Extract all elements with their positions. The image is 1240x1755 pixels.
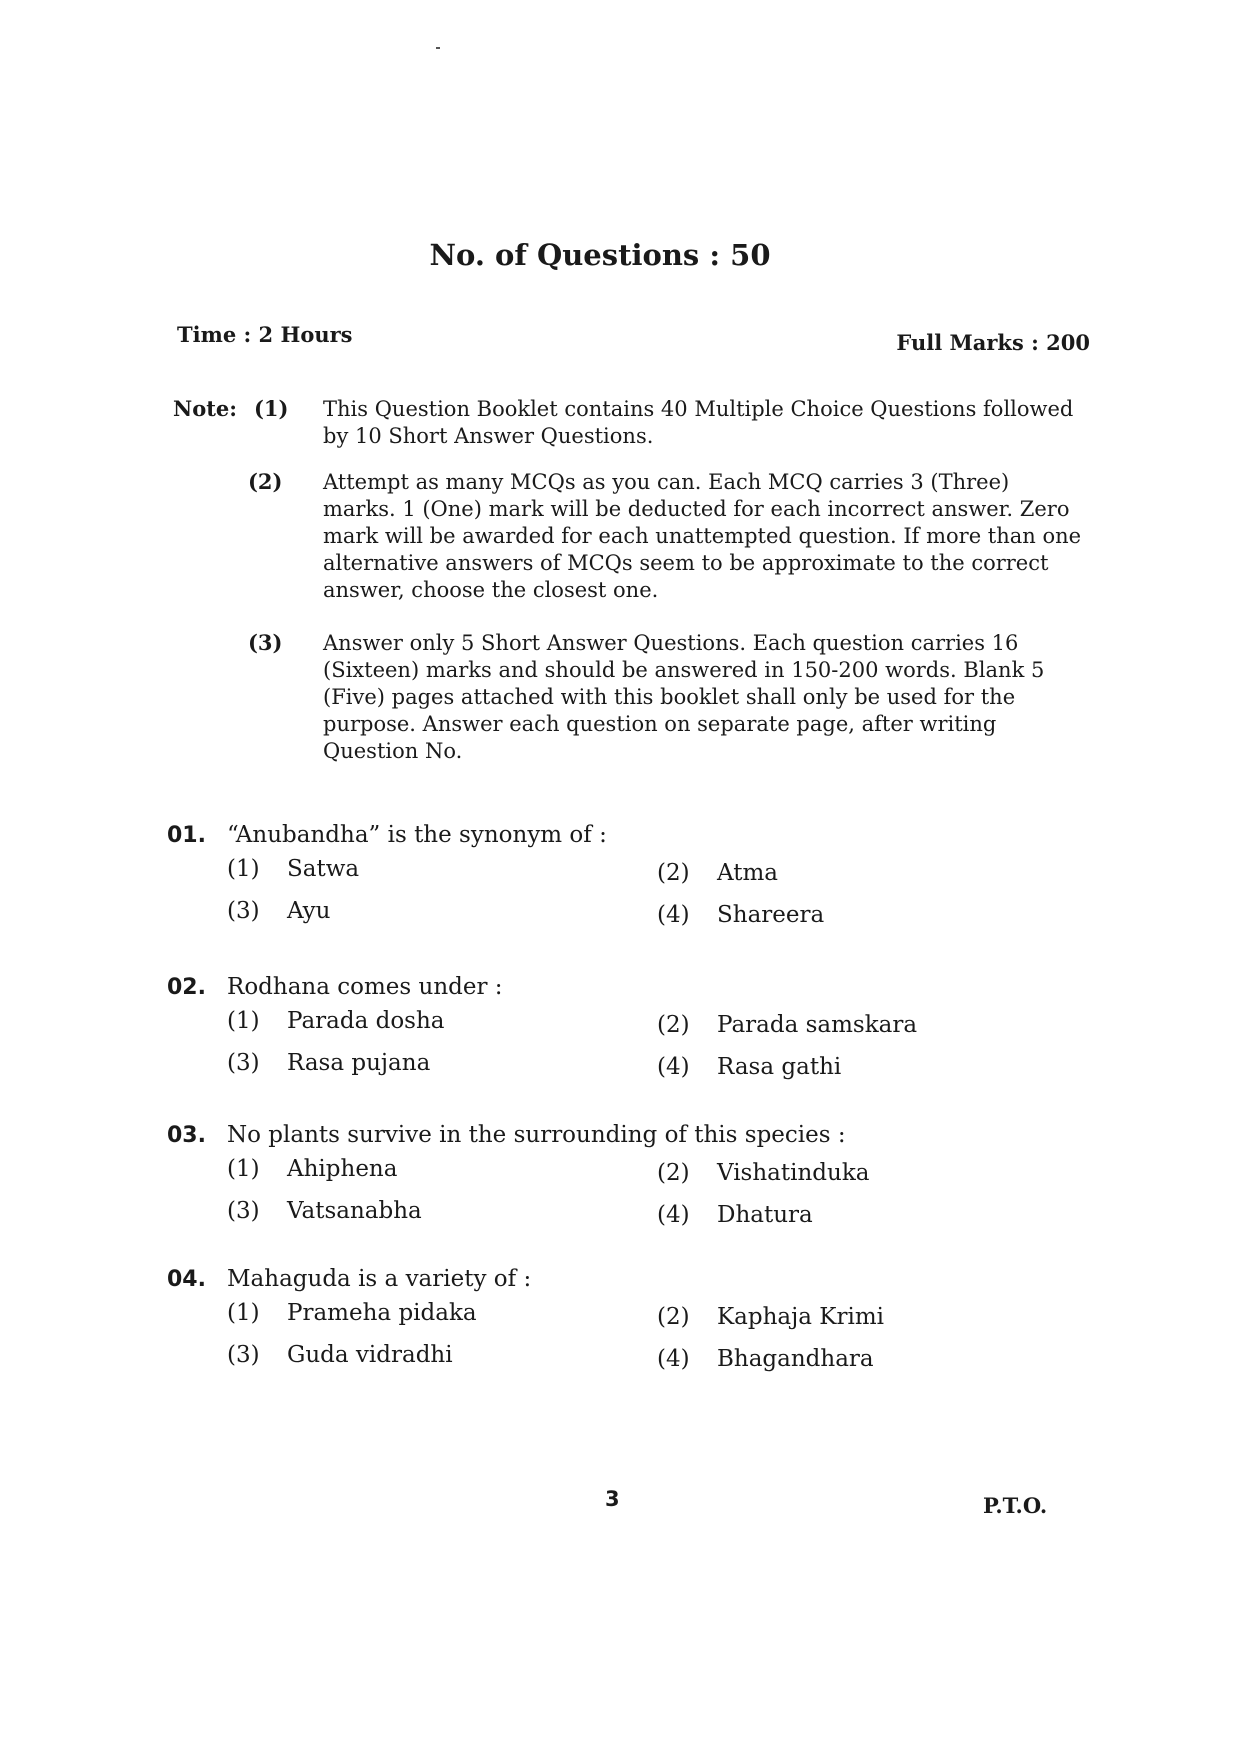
note-label: Note:	[173, 396, 238, 421]
question-number: 04.	[167, 1267, 206, 1292]
full-marks-label: Full Marks : 200	[896, 330, 1090, 355]
option-1: (1) Satwa	[227, 856, 360, 882]
question-text: Rodhana comes under :	[227, 974, 503, 1000]
option-4: (4) Shareera	[657, 902, 825, 928]
note-item-2-number: (2)	[248, 469, 283, 494]
question-text: No plants survive in the surrounding of this species :	[227, 1122, 846, 1148]
option-2: (2) Kaphaja Krimi	[657, 1304, 884, 1330]
question-2-stem	[167, 974, 1067, 1000]
option-4: (4) Rasa gathi	[657, 1054, 842, 1080]
page-number: 3	[605, 1487, 620, 1511]
options-list	[167, 1156, 1067, 1240]
page-title: No. of Questions : 50	[429, 238, 771, 272]
option-4: (4) Bhagandhara	[657, 1346, 874, 1372]
option-1: (1) Ahiphena	[227, 1156, 398, 1182]
option-3: (3) Ayu	[227, 898, 331, 924]
question-4	[167, 1266, 1067, 1384]
question-1	[167, 822, 1067, 940]
option-4: (4) Dhatura	[657, 1202, 813, 1228]
note-item-2-text: Attempt as many MCQs as you can. Each MCQ carries 3 (Three) marks. 1 (One) mark will be deducted for each incorrect answer. Zero mark will be awarded for each unattempted question. If more than one alternative answers of MCQs seem to be approximate to the correct answer, choose the closest one.	[323, 470, 1082, 602]
option-1: (1) Parada dosha	[227, 1008, 445, 1034]
question-3-stem	[167, 1122, 1067, 1148]
option-2: (2) Atma	[657, 860, 778, 886]
note-item-3-number: (3)	[248, 630, 283, 655]
options-list	[167, 1008, 1067, 1092]
pto-label: P.T.O.	[983, 1493, 1048, 1518]
scan-speck	[436, 47, 440, 49]
options-list	[167, 856, 1067, 940]
option-2: (2) Parada samskara	[657, 1012, 918, 1038]
option-1: (1) Prameha pidaka	[227, 1300, 477, 1326]
option-3: (3) Rasa pujana	[227, 1050, 431, 1076]
question-text: “Anubandha” is the synonym of :	[227, 822, 607, 848]
question-number: 03.	[167, 1123, 206, 1148]
question-number: 02.	[167, 975, 206, 1000]
option-2: (2) Vishatinduka	[657, 1160, 870, 1186]
option-3: (3) Vatsanabha	[227, 1198, 422, 1224]
note-item-1-text: This Question Booklet contains 40 Multiple Choice Questions followed by 10 Short Answer Questions.	[323, 397, 1074, 448]
options-list	[167, 1300, 1067, 1384]
question-1-stem	[167, 822, 1067, 848]
question-number: 01.	[167, 823, 206, 848]
question-4-stem	[167, 1266, 1067, 1292]
question-text: Mahaguda is a variety of :	[227, 1266, 532, 1292]
question-2	[167, 974, 1067, 1092]
question-3	[167, 1122, 1067, 1240]
note-item-3-text: Answer only 5 Short Answer Questions. Each question carries 16 (Sixteen) marks and should be answered in 150-200 words. Blank 5 (Five) pages attached with this booklet shall only be used for the purpose. Answer each question on separate page, after writing Question No.	[323, 631, 1045, 763]
time-label: Time : 2 Hours	[177, 322, 353, 347]
note-item-1-number: (1)	[254, 396, 289, 421]
option-3: (3) Guda vidradhi	[227, 1342, 453, 1368]
